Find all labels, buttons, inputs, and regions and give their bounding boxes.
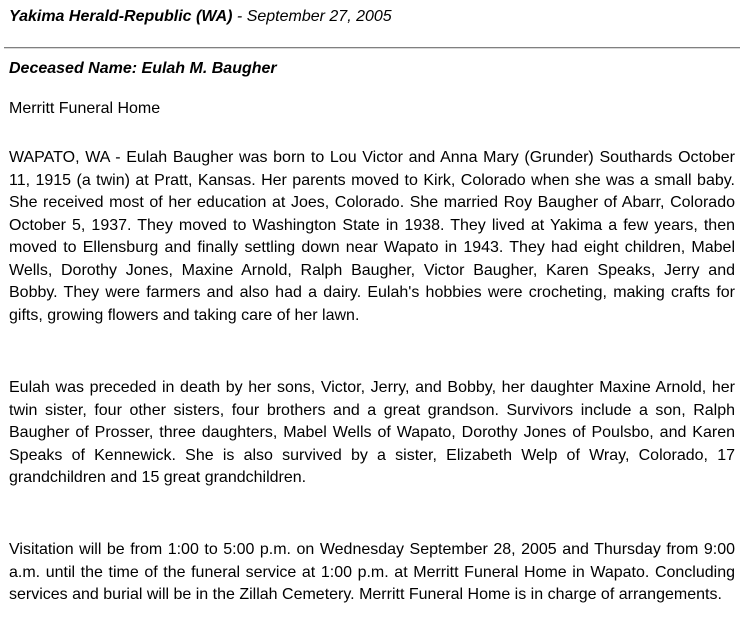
obituary-paragraph-survivors: Eulah was preceded in death by her sons, Victor, Jerry, and Bobby, her daughter Maxine Arnold, her twin sister, four other sisters, four brothers and a great grandson. Survivors include a son, Ralph Baugher of Prosser, three daughters, Mabel Wells of Wapato, Dorothy Jones of Poulsbo, and Karen Speaks of Kennewick. She is also survived by a sister, Elizabeth Welp of Wray, Colorado, 17 grandchildren and 15 great grandchildren. bbox=[9, 379, 735, 486]
deceased-name-heading: Deceased Name: Eulah M. Baugher bbox=[9, 60, 277, 77]
obituary-paragraph-services: Visitation will be from 1:00 to 5:00 p.m. on Wednesday September 28, 2005 and Thursday from 9:00 a.m. until the time of the funeral service at 1:00 p.m. at Merritt Funeral Home in Wapato. Concluding services and burial will be in the Zillah Cemetery. Merritt Funeral Home is in charge of arrangements. bbox=[9, 541, 735, 603]
header-separator: - bbox=[236, 8, 243, 25]
publication-date: September 27, 2005 bbox=[246, 8, 392, 25]
publication-header bbox=[9, 7, 392, 27]
publication-name: Yakima Herald-Republic (WA) bbox=[9, 8, 233, 25]
funeral-home-name: Merritt Funeral Home bbox=[9, 100, 161, 117]
header-divider bbox=[4, 47, 740, 49]
obituary-paragraph-biography: WAPATO, WA - Eulah Baugher was born to Lou Victor and Anna Mary (Grunder) Southards October 11, 1915 (a twin) at Pratt, Kansas. Her parents moved to Kirk, Colorado when she was a small baby. She received most of her education at Joes, Colorado. She married Roy Baugher of Abarr, Colorado October 5, 1937. They moved to Washington State in 1938. They lived at Yakima a few years, then moved to Ellensburg and finally settling down near Wapato in 1943. They had eight children, Mabel Wells, Dorothy Jones, Maxine Arnold, Ralph Baugher, Victor Baugher, Karen Speaks, Jerry and Bobby. They were farmers and also had a dairy. Eulah's hobbies were crocheting, making crafts for gifts, growing flowers and taking care of her lawn. bbox=[9, 149, 735, 324]
